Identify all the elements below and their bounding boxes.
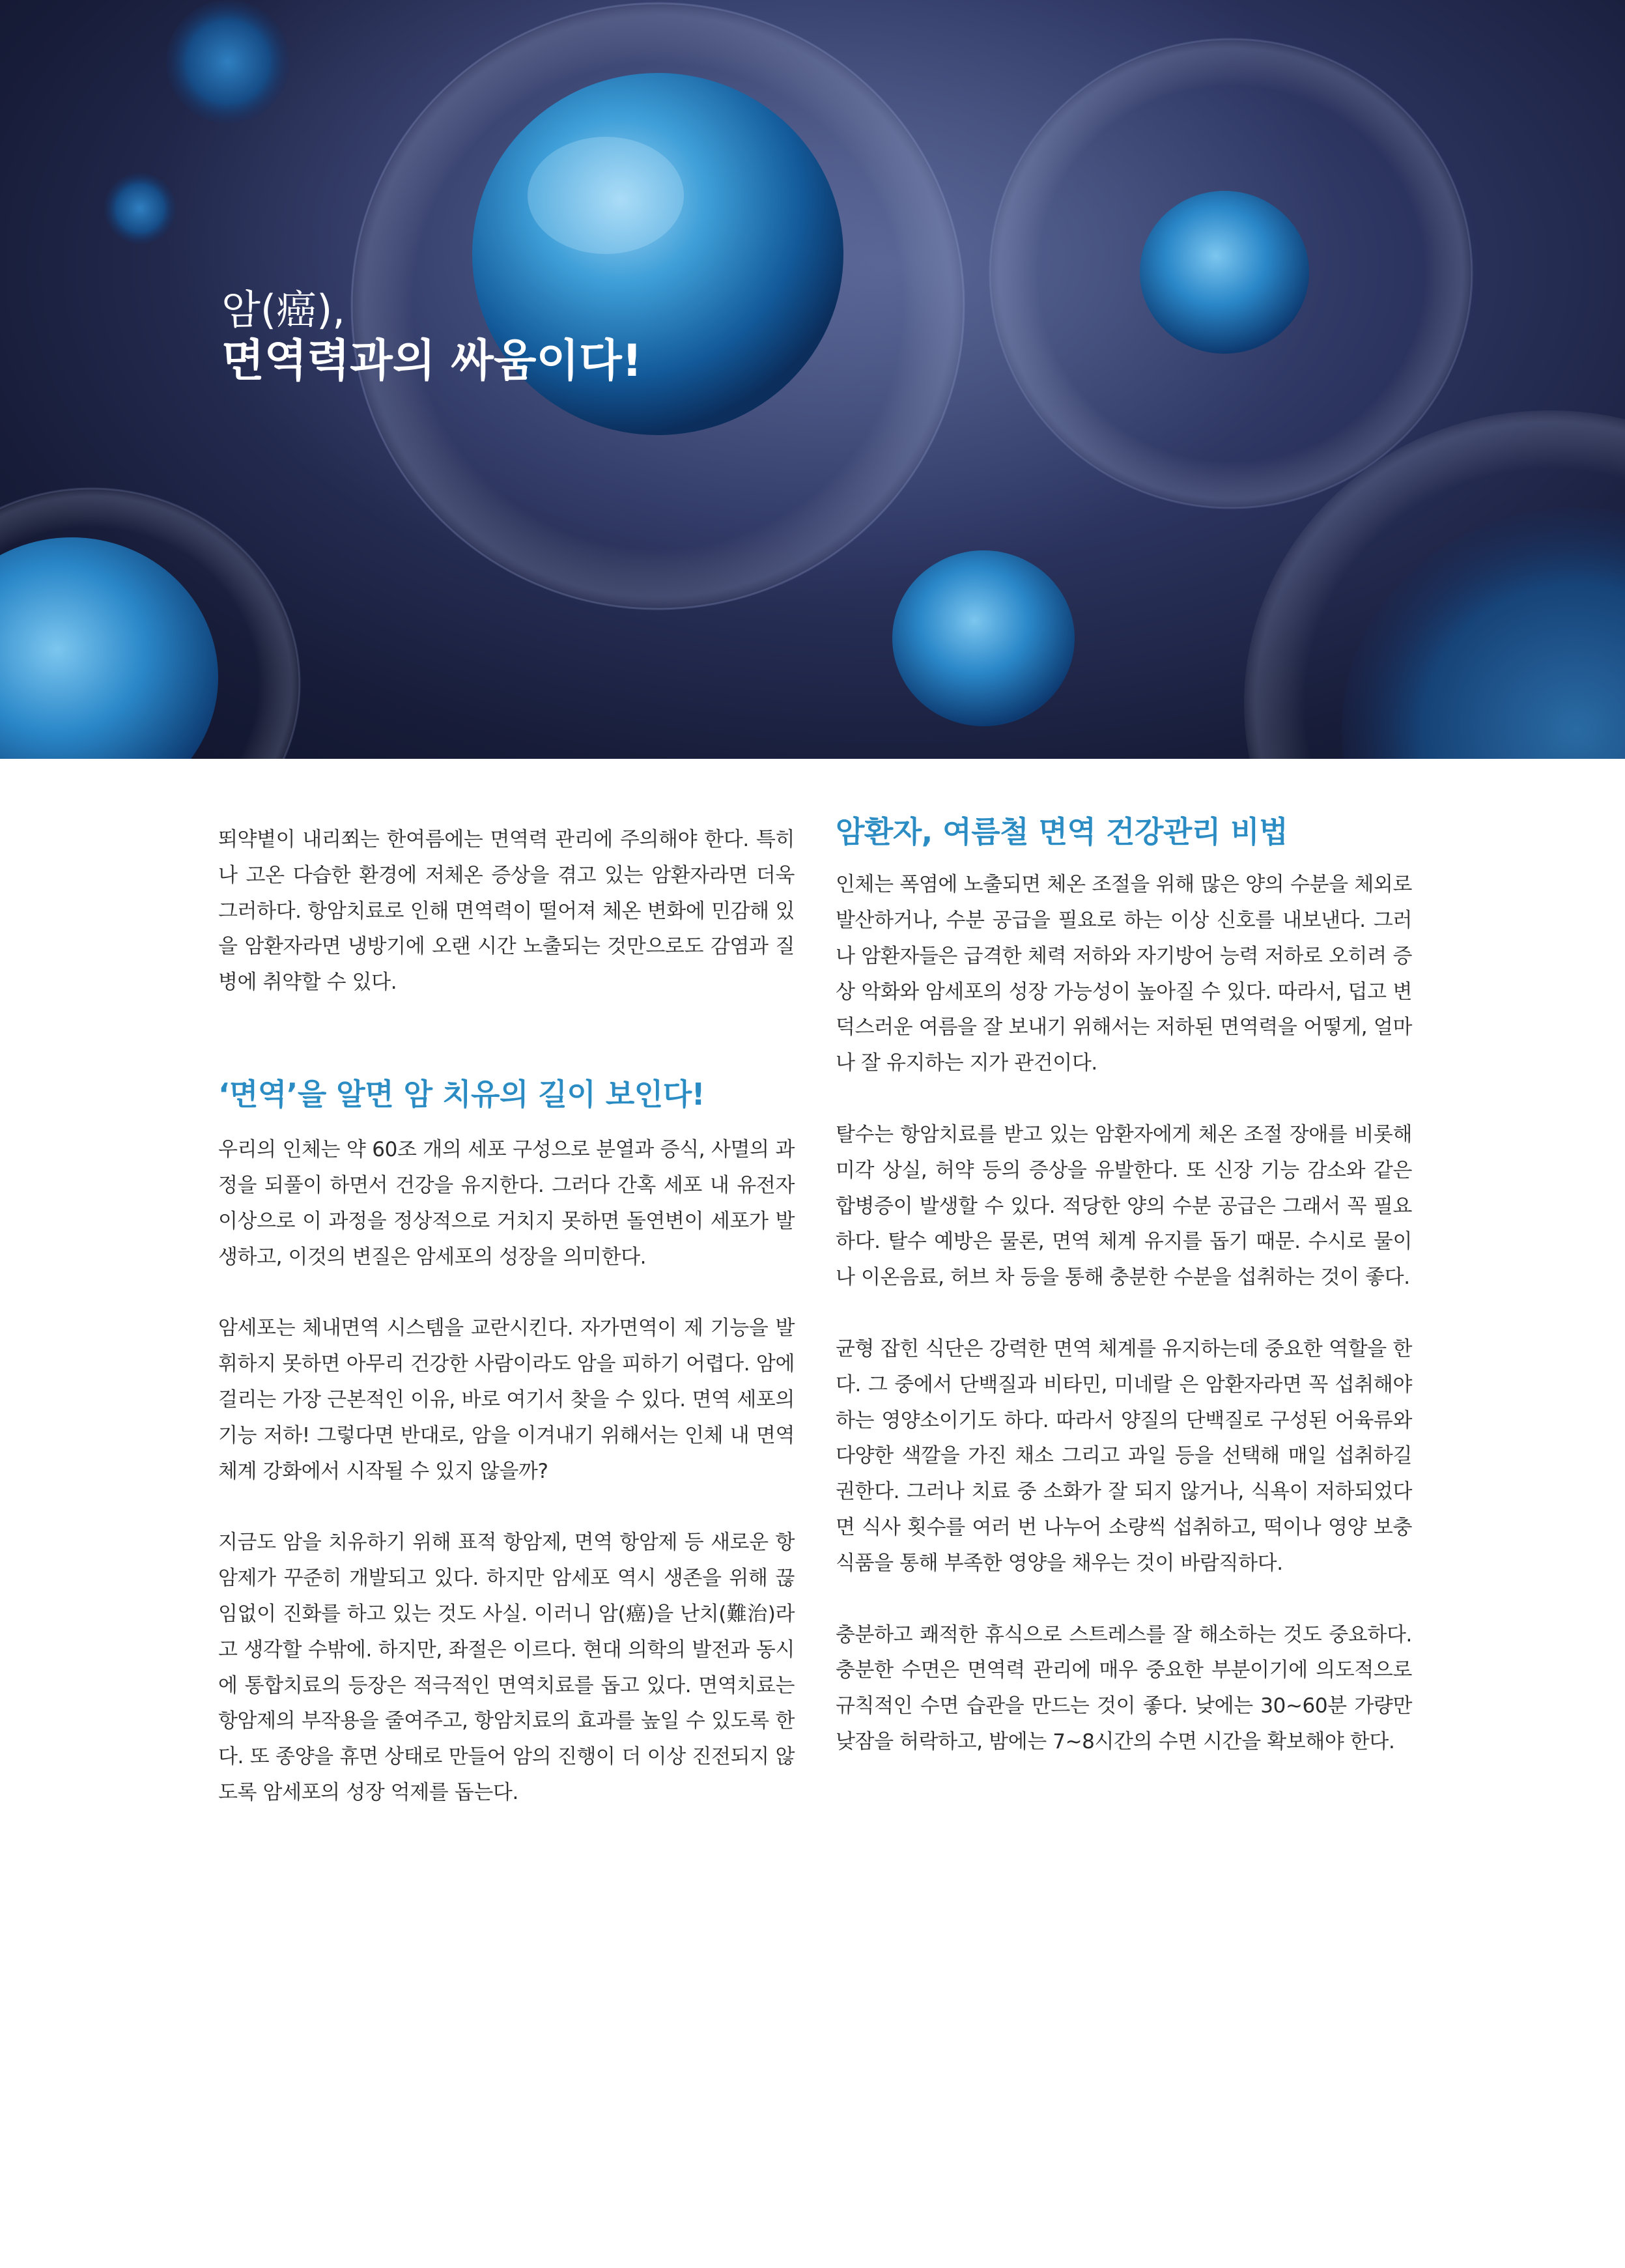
body-paragraph: 우리의 인체는 약 60조 개의 세포 구성으로 분열과 증식, 사멸의 과정을 되풀이 하면서 건강을 유지한다. 그러다 간혹 세포 내 유전자 이상으로 이 과정을 정상적으로 거치지 못하면 돌연변이 세포가 발생하고, 이것의 변질은 암세포의 성장을 의미한다.	[218, 1138, 795, 1269]
body-paragraph: 균형 잡힌 식단은 강력한 면역 체계를 유지하는데 중요한 역할을 한다. 그 중에서 단백질과 비타민, 미네랄 은 암환자라면 꼭 섭취해야 하는 영양소이기도 하다. 따라서 양질의 단백질로 구성된 어육류와 다양한 색깔을 가진 채소 그리고 과일 등을 선택해 매일 섭취하길 권한다. 그러나 치료 중 소화가 잘 되지 않거나, 식욕이 저하되었다면 식사 횟수를 여러 번 나누어 소량씩 섭취하고, 떡이나 영양 보충 식품을 통해 부족한 영양을 채우는 것이 바람직하다.	[836, 1337, 1412, 1575]
body-paragraph: 암세포는 체내면역 시스템을 교란시킨다. 자가면역이 제 기능을 발휘하지 못하면 아무리 건강한 사람이라도 암을 피하기 어렵다. 암에 걸리는 가장 근본적인 이유, 바로 여기서 찾을 수 있다. 면역 세포의 기능 저하! 그렇다면 반대로, 암을 이겨내기 위해서는 인체 내 면역체계 강화에서 시작될 수 있지 않을까?	[218, 1316, 795, 1483]
left-column	[218, 822, 795, 1811]
hero-title	[221, 285, 642, 389]
hero-banner	[0, 0, 1625, 759]
body-paragraph: 인체는 폭염에 노출되면 체온 조절을 위해 많은 양의 수분을 체외로 발산하거나, 수분 공급을 필요로 하는 이상 신호를 내보낸다. 그러나 암환자들은 급격한 체력 저하와 자기방어 능력 저하로 오히려 증상 악화와 암세포의 성장 가능성이 높아질 수 있다. 따라서, 덥고 변덕스러운 여름을 잘 보내기 위해서는 저하된 면역력을 어떻게, 얼마나 잘 유지하는 지가 관건이다.	[836, 873, 1412, 1075]
body-paragraph: 지금도 암을 치유하기 위해 표적 항암제, 면역 항암제 등 새로운 항암제가 꾸준히 개발되고 있다. 하지만 암세포 역시 생존을 위해 끊임없이 진화를 하고 있는 것도 사실. 이러니 암(癌)을 난치(難治)라고 생각할 수밖에. 하지만, 좌절은 이르다. 현대 의학의 발전과 동시에 통합치료의 등장은 적극적인 면역치료를 돕고 있다. 면역치료는 항암제의 부작용을 줄여주고, 항암치료의 효과를 높일 수 있도록 한다. 또 종양을 휴면 상태로 만들어 암의 진행이 더 이상 진전되지 않도록 암세포의 성장 억제를 돕는다.	[218, 1531, 795, 1804]
body-paragraph: 탈수는 항암치료를 받고 있는 암환자에게 체온 조절 장애를 비롯해 미각 상실, 허약 등의 증상을 유발한다. 또 신장 기능 감소와 같은 합병증이 발생할 수 있다. 적당한 양의 수분 공급은 그래서 꼭 필요하다. 탈수 예방은 물론, 면역 체계 유지를 돕기 때문. 수시로 물이나 이온음료, 허브 차 등을 통해 충분한 수분을 섭취하는 것이 좋다.	[836, 1122, 1412, 1290]
intro-paragraph: 뙤약볕이 내리쬐는 한여름에는 면역력 관리에 주의해야 한다. 특히나 고온 다습한 환경에 저체온 증상을 겪고 있는 암환자라면 더욱 그러하다. 항암치료로 인해 면역력이 떨어져 체온 변화에 민감해 있을 암환자라면 냉방기에 오랜 시간 노출되는 것만으로도 감염과 질병에 취약할 수 있다.	[218, 828, 795, 995]
right-column	[836, 814, 1412, 1760]
hero-title-line1: 암(癌),	[221, 286, 345, 333]
body-paragraph: 충분하고 쾌적한 휴식으로 스트레스를 잘 해소하는 것도 중요하다. 충분한 수면은 면역력 관리에 매우 중요한 부분이기에 의도적으로 규칙적인 수면 습관을 만드는 것이 좋다. 낮에는 30~60분 가량만 낮잠을 허락하고, 밤에는 7~8시간의 수면 시간을 확보해야 한다.	[836, 1623, 1412, 1753]
section-heading-summer-care: 암환자, 여름철 면역 건강관리 비법	[836, 814, 1288, 849]
section-heading-immunity: ‘면역’을 알면 암 치유의 길이 보인다!	[218, 1076, 705, 1112]
hero-title-line2: 면역력과의 싸움이다!	[221, 335, 642, 387]
